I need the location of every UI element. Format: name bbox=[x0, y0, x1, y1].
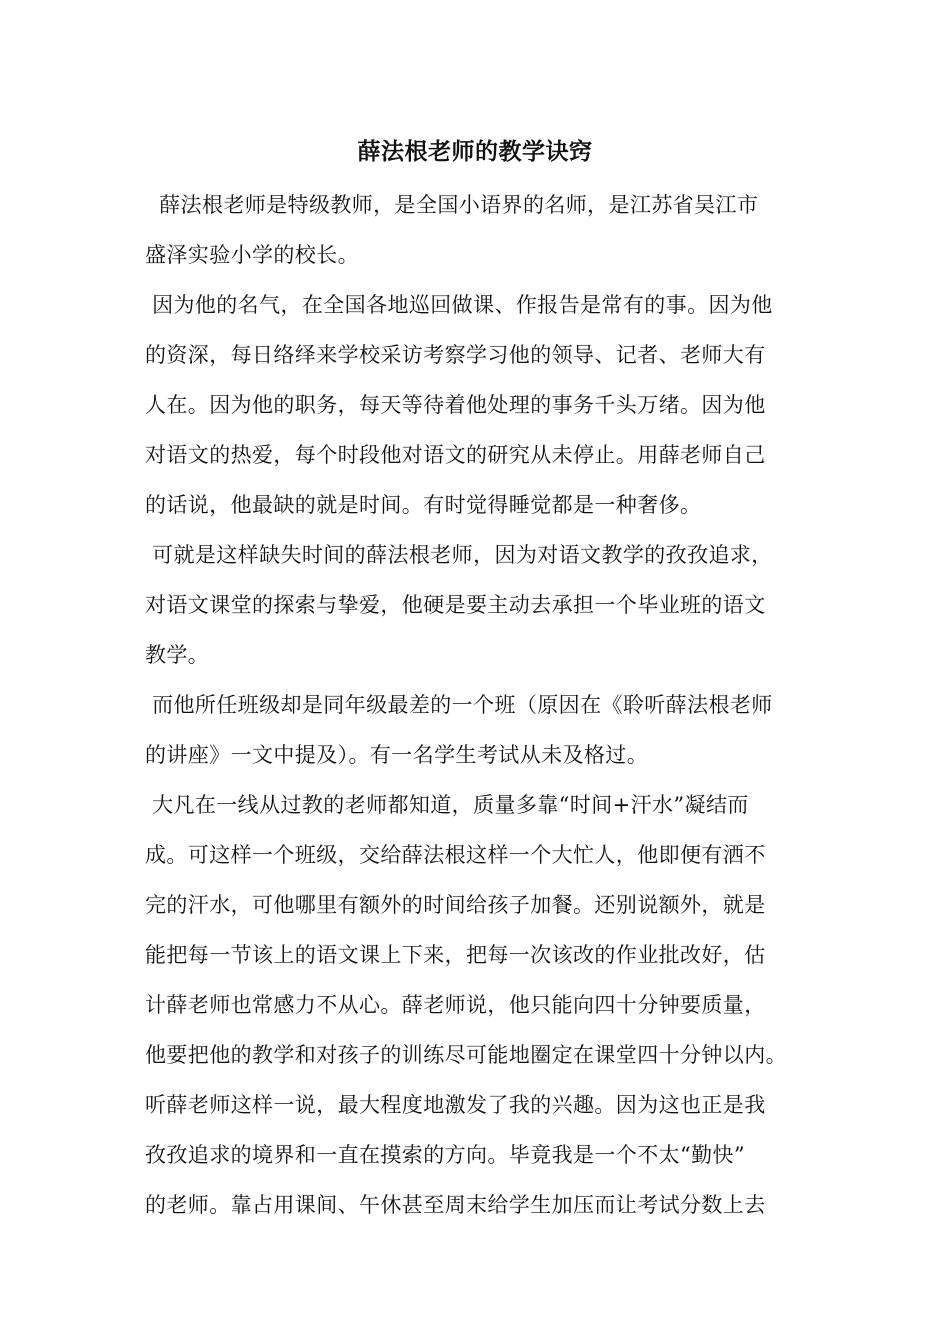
text-line: 对语文的热爱，每个时段他对语文的研究从未停止。用薛老师自己 bbox=[145, 443, 766, 467]
text-line: 孜孜追求的境界和一直在摸索的方向。毕竟我是一个不太“勤快” bbox=[145, 1143, 746, 1167]
text-line: 完的汗水，可他哪里有额外的时间给孩子加餐。还别说额外，就是 bbox=[145, 893, 766, 917]
text-line: 的资深，每日络绎来学校采访考察学习他的领导、记者、老师大有 bbox=[145, 343, 766, 367]
text-line: 而他所任班级却是同年级最差的一个班（原因在《聆听薛法根老师 bbox=[145, 693, 773, 717]
text-line: 人在。因为他的职务，每天等待着他处理的事务千头万绪。因为他 bbox=[145, 393, 766, 417]
text-line: 大凡在一线从过教的老师都知道，质量多靠“时间+汗水”凝结而 bbox=[145, 793, 749, 817]
text-line: 对语文课堂的探索与挚爱，他硬是要主动去承担一个毕业班的语文 bbox=[145, 593, 766, 617]
document-body bbox=[145, 180, 815, 1230]
text-line: 的讲座》一文中提及）。有一名学生考试从未及格过。 bbox=[145, 743, 649, 767]
text-line: 薛法根老师是特级教师，是全国小语界的名师，是江苏省吴江市 bbox=[145, 193, 759, 217]
text-line: 听薛老师这样一说，最大程度地激发了我的兴趣。因为这也正是我 bbox=[145, 1093, 766, 1117]
text-line: 成。可这样一个班级，交给薛法根这样一个大忙人，他即便有洒不 bbox=[145, 843, 766, 867]
text-line: 盛泽实验小学的校长。 bbox=[145, 243, 359, 267]
text-line: 的老师。靠占用课间、午休甚至周末给学生加压而让考试分数上去 bbox=[145, 1193, 766, 1217]
text-line: 因为他的名气，在全国各地巡回做课、作报告是常有的事。因为他 bbox=[145, 293, 773, 317]
text-line: 计薛老师也常感力不从心。薛老师说，他只能向四十分钟要质量， bbox=[145, 993, 766, 1017]
text-line: 教学。 bbox=[145, 643, 210, 667]
text-line: 可就是这样缺失时间的薛法根老师，因为对语文教学的孜孜追求， bbox=[145, 543, 773, 567]
document-title: 薛法根老师的教学诀窍 bbox=[357, 139, 593, 165]
text-line: 他要把他的教学和对孩子的训练尽可能地圈定在课堂四十分钟以内。 bbox=[145, 1043, 787, 1067]
text-line: 能把每一节该上的语文课上下来，把每一次该改的作业批改好，估 bbox=[145, 943, 766, 967]
text-line: 的话说，他最缺的就是时间。有时觉得睡觉都是一种奢侈。 bbox=[145, 493, 702, 517]
